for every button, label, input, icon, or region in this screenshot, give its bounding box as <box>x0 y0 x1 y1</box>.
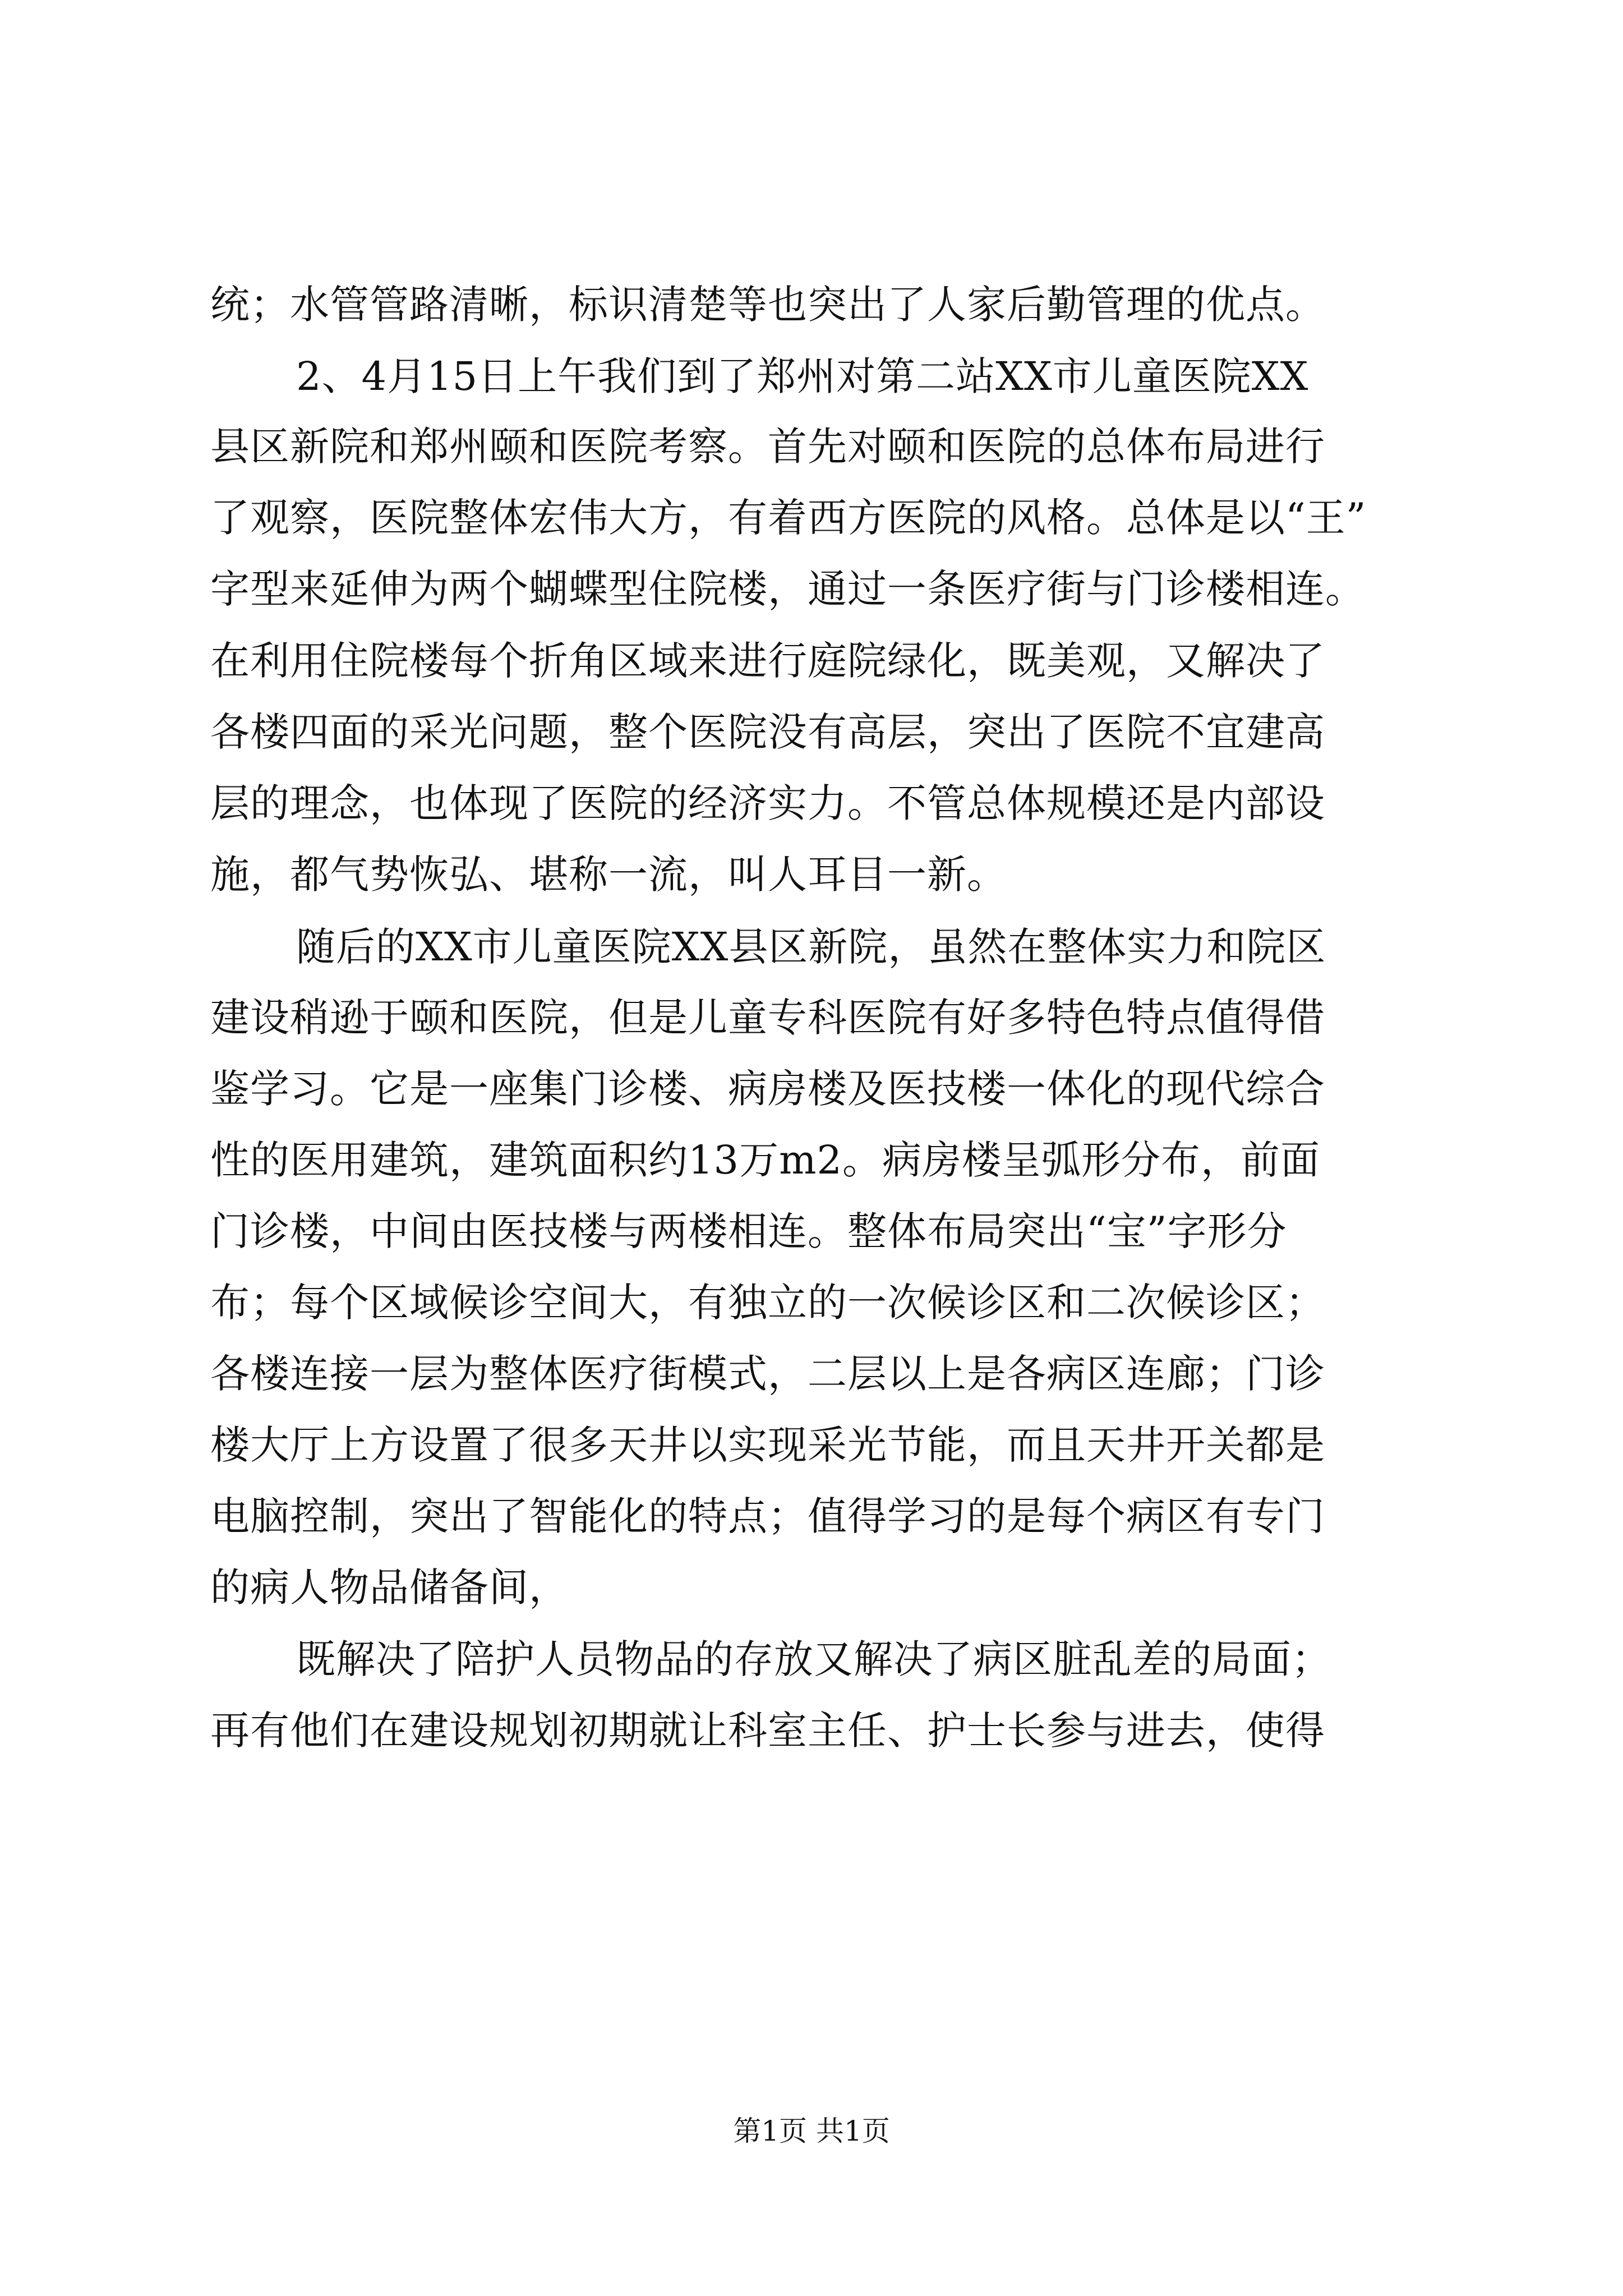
text-line: 建设稍逊于颐和医院，但是儿童专科医院有好多特色特点值得借 <box>210 995 1325 1041</box>
text-line: 2、4月15日上午我们到了郑州对第二站XX市儿童医院XX <box>296 353 1309 399</box>
text-line: 既解决了陪护人员物品的存放又解决了病区脏乱差的局面； <box>296 1636 1331 1682</box>
text-line: 布；每个区域候诊空间大，有独立的一次候诊区和二次候诊区； <box>210 1280 1325 1326</box>
text-line: 县区新院和郑州颐和医院考察。首先对颐和医院的总体布局进行 <box>210 424 1325 470</box>
text-line: 电脑控制，突出了智能化的特点；值得学习的是每个病区有专门 <box>210 1493 1325 1539</box>
text-line: 的病人物品储备间， <box>210 1565 569 1611</box>
text-line: 施，都气势恢弘、堪称一流，叫人耳目一新。 <box>210 852 1007 898</box>
text-line: 随后的XX市儿童医院XX县区新院，虽然在整体实力和院区 <box>296 924 1326 970</box>
text-line: 字型来延伸为两个蝴蝶型住院楼，通过一条医疗街与门诊楼相连。 <box>210 566 1365 612</box>
text-line: 楼大厅上方设置了很多天井以实现采光节能，而且天井开关都是 <box>210 1422 1325 1468</box>
text-line: 各楼四面的采光问题，整个医院没有高层，突出了医院不宜建高 <box>210 709 1325 755</box>
text-line: 各楼连接一层为整体医疗街模式，二层以上是各病区连廊；门诊 <box>210 1351 1325 1397</box>
text-line: 鉴学习。它是一座集门诊楼、病房楼及医技楼一体化的现代综合 <box>210 1066 1325 1112</box>
page-footer: 第1页 共1页 <box>733 2115 890 2147</box>
text-line: 再有他们在建设规划初期就让科室主任、护士长参与进去，使得 <box>210 1708 1325 1754</box>
text-line: 统；水管管路清晰，标识清楚等也突出了人家后勤管理的优点。 <box>210 282 1325 328</box>
text-line: 层的理念，也体现了医院的经济实力。不管总体规模还是内部设 <box>210 780 1325 826</box>
text-line: 性的医用建筑，建筑面积约13万m2。病房楼呈弧形分布，前面 <box>210 1137 1320 1183</box>
text-line: 在利用住院楼每个折角区域来进行庭院绿化，既美观，又解决了 <box>210 638 1325 684</box>
text-line: 了观察，医院整体宏伟大方，有着西方医院的风格。总体是以“王” <box>210 495 1367 541</box>
text-line: 门诊楼，中间由医技楼与两楼相连。整体布局突出“宝”字形分 <box>210 1208 1287 1254</box>
